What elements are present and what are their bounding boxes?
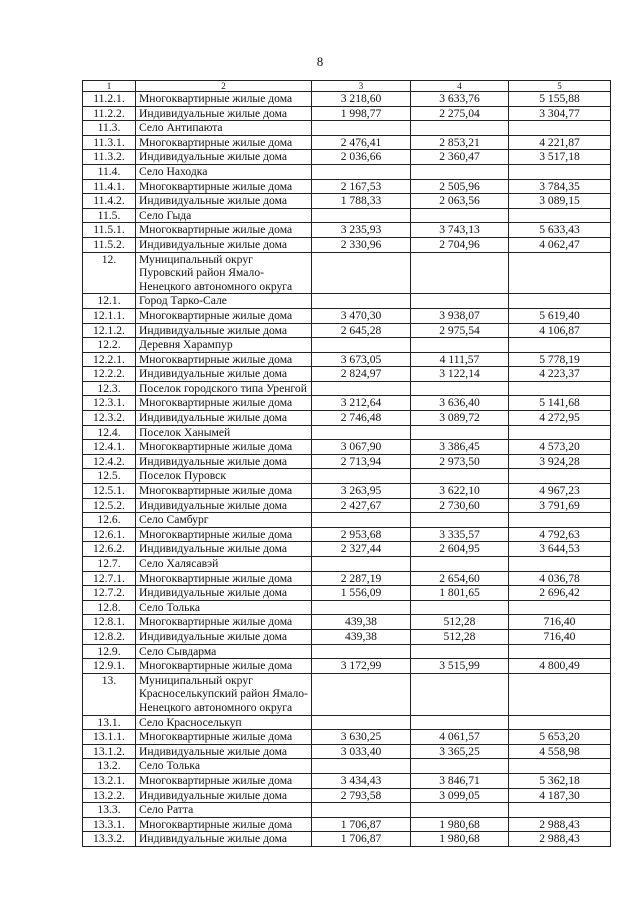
page-number: 8 bbox=[316, 54, 324, 69]
table-row bbox=[83, 600, 611, 615]
value-col-5: 4 221,87 bbox=[509, 135, 611, 150]
value-col-3: 1 706,87 bbox=[312, 832, 411, 847]
value-col-5: 4 036,78 bbox=[509, 571, 611, 586]
value-col-3: 2 287,19 bbox=[312, 571, 411, 586]
value-col-5: 4 106,87 bbox=[509, 323, 611, 338]
value-col-5: 3 784,35 bbox=[509, 179, 611, 194]
value-col-4 bbox=[411, 252, 509, 294]
value-col-5 bbox=[509, 381, 611, 396]
value-col-5: 3 791,69 bbox=[509, 498, 611, 513]
value-col-5: 3 924,28 bbox=[509, 454, 611, 469]
table-row bbox=[83, 367, 611, 382]
row-number: 11.3.2. bbox=[83, 150, 136, 165]
row-number: 12.4.1. bbox=[83, 440, 136, 455]
value-col-3 bbox=[312, 381, 411, 396]
value-col-3 bbox=[312, 469, 411, 484]
row-number: 11.5.1. bbox=[83, 223, 136, 238]
row-number: 13. bbox=[83, 673, 136, 715]
value-col-3: 3 218,60 bbox=[312, 92, 411, 107]
row-number: 12.6.2. bbox=[83, 542, 136, 557]
value-col-4: 3 633,76 bbox=[411, 92, 509, 107]
row-name: Многоквартирные жилые дома bbox=[136, 484, 312, 499]
value-col-4 bbox=[411, 759, 509, 774]
table-row bbox=[83, 179, 611, 194]
row-name: Поселок Пуровск bbox=[136, 469, 312, 484]
table-row bbox=[83, 542, 611, 557]
value-col-5: 2 988,43 bbox=[509, 817, 611, 832]
table-row bbox=[83, 294, 611, 309]
value-col-3 bbox=[312, 338, 411, 353]
row-name: Индивидуальные жилые дома bbox=[136, 194, 312, 209]
value-col-4: 2 704,96 bbox=[411, 237, 509, 252]
row-number: 12.9.1. bbox=[83, 659, 136, 674]
row-name: Индивидуальные жилые дома bbox=[136, 454, 312, 469]
row-number: 13.1.2. bbox=[83, 744, 136, 759]
row-name: Индивидуальные жилые дома bbox=[136, 586, 312, 601]
value-col-4: 4 111,57 bbox=[411, 352, 509, 367]
value-col-4 bbox=[411, 803, 509, 818]
row-number: 12.3.2. bbox=[83, 411, 136, 426]
header-cell-1: 1 bbox=[83, 81, 136, 92]
table-row bbox=[83, 252, 611, 294]
value-col-3: 2 746,48 bbox=[312, 411, 411, 426]
value-col-4: 2 505,96 bbox=[411, 179, 509, 194]
value-col-4: 3 622,10 bbox=[411, 484, 509, 499]
value-col-4 bbox=[411, 715, 509, 730]
row-name: Село Толька bbox=[136, 759, 312, 774]
table-row bbox=[83, 454, 611, 469]
row-name: Многоквартирные жилые дома bbox=[136, 440, 312, 455]
value-col-3 bbox=[312, 803, 411, 818]
table-row bbox=[83, 396, 611, 411]
row-name: Индивидуальные жилые дома bbox=[136, 237, 312, 252]
value-col-4 bbox=[411, 164, 509, 179]
value-col-3: 1 706,87 bbox=[312, 817, 411, 832]
value-col-3: 1 556,09 bbox=[312, 586, 411, 601]
value-col-4: 3 636,40 bbox=[411, 396, 509, 411]
value-col-5: 3 517,18 bbox=[509, 150, 611, 165]
value-col-3: 1 788,33 bbox=[312, 194, 411, 209]
row-name: Индивидуальные жилые дома bbox=[136, 367, 312, 382]
row-name: Индивидуальные жилые дома bbox=[136, 106, 312, 121]
value-col-3 bbox=[312, 600, 411, 615]
value-col-4 bbox=[411, 338, 509, 353]
row-name: Многоквартирные жилые дома bbox=[136, 571, 312, 586]
row-number: 13.3. bbox=[83, 803, 136, 818]
value-col-4: 3 743,13 bbox=[411, 223, 509, 238]
table-row bbox=[83, 586, 611, 601]
row-number: 12.4.2. bbox=[83, 454, 136, 469]
value-col-4 bbox=[411, 294, 509, 309]
value-col-3: 439,38 bbox=[312, 615, 411, 630]
table-row bbox=[83, 411, 611, 426]
value-col-4 bbox=[411, 673, 509, 715]
value-col-3: 2 824,97 bbox=[312, 367, 411, 382]
table-row bbox=[83, 498, 611, 513]
value-col-5: 5 141,68 bbox=[509, 396, 611, 411]
value-col-5: 4 967,23 bbox=[509, 484, 611, 499]
row-name: Многоквартирные жилые дома bbox=[136, 352, 312, 367]
value-col-4 bbox=[411, 513, 509, 528]
table-row bbox=[83, 744, 611, 759]
value-col-3: 2 330,96 bbox=[312, 237, 411, 252]
value-col-5 bbox=[509, 208, 611, 223]
value-col-3: 3 470,30 bbox=[312, 308, 411, 323]
row-name: Деревня Харампур bbox=[136, 338, 312, 353]
value-col-5: 2 696,42 bbox=[509, 586, 611, 601]
value-col-5 bbox=[509, 673, 611, 715]
value-col-5 bbox=[509, 252, 611, 294]
value-col-5: 2 988,43 bbox=[509, 832, 611, 847]
value-col-5: 3 304,77 bbox=[509, 106, 611, 121]
value-col-3: 3 033,40 bbox=[312, 744, 411, 759]
table-row bbox=[83, 194, 611, 209]
row-name: Многоквартирные жилые дома bbox=[136, 396, 312, 411]
value-col-4: 2 975,54 bbox=[411, 323, 509, 338]
table-row bbox=[83, 352, 611, 367]
row-name: Село Самбург bbox=[136, 513, 312, 528]
value-col-3: 2 645,28 bbox=[312, 323, 411, 338]
row-number: 12.1.1. bbox=[83, 308, 136, 323]
row-name: Индивидуальные жилые дома bbox=[136, 629, 312, 644]
table-row bbox=[83, 425, 611, 440]
value-col-5 bbox=[509, 469, 611, 484]
table-row bbox=[83, 527, 611, 542]
value-col-3: 3 212,64 bbox=[312, 396, 411, 411]
value-col-3 bbox=[312, 715, 411, 730]
row-name: Индивидуальные жилые дома bbox=[136, 323, 312, 338]
header-cell-4: 4 bbox=[411, 81, 509, 92]
value-col-4: 3 515,99 bbox=[411, 659, 509, 674]
value-col-4: 2 360,47 bbox=[411, 150, 509, 165]
row-number: 12.4. bbox=[83, 425, 136, 440]
value-col-4 bbox=[411, 469, 509, 484]
row-number: 12.9. bbox=[83, 644, 136, 659]
value-col-5 bbox=[509, 600, 611, 615]
row-name: Поселок городского типа Уренгой bbox=[136, 381, 312, 396]
row-name: Село Гыда bbox=[136, 208, 312, 223]
row-name: Многоквартирные жилые дома bbox=[136, 527, 312, 542]
value-col-3: 2 327,44 bbox=[312, 542, 411, 557]
value-col-4: 512,28 bbox=[411, 629, 509, 644]
row-number: 12.7.1. bbox=[83, 571, 136, 586]
row-name: Многоквартирные жилые дома bbox=[136, 223, 312, 238]
value-col-3 bbox=[312, 513, 411, 528]
table-row bbox=[83, 715, 611, 730]
row-name: Многоквартирные жилые дома bbox=[136, 308, 312, 323]
value-col-4: 3 365,25 bbox=[411, 744, 509, 759]
value-col-3 bbox=[312, 673, 411, 715]
row-number: 11.3.1. bbox=[83, 135, 136, 150]
row-name: Многоквартирные жилые дома bbox=[136, 659, 312, 674]
row-number: 13.2. bbox=[83, 759, 136, 774]
table-row bbox=[83, 615, 611, 630]
value-col-5 bbox=[509, 121, 611, 136]
table-row bbox=[83, 150, 611, 165]
table-row bbox=[83, 308, 611, 323]
value-col-4: 2 853,21 bbox=[411, 135, 509, 150]
table-row bbox=[83, 323, 611, 338]
value-col-4: 2 730,60 bbox=[411, 498, 509, 513]
row-name: Индивидуальные жилые дома bbox=[136, 411, 312, 426]
table-row bbox=[83, 659, 611, 674]
table-header-row bbox=[83, 81, 611, 92]
value-col-5: 4 792,63 bbox=[509, 527, 611, 542]
table-row bbox=[83, 338, 611, 353]
value-col-4: 3 386,45 bbox=[411, 440, 509, 455]
row-number: 12.7. bbox=[83, 557, 136, 572]
value-col-5 bbox=[509, 803, 611, 818]
row-number: 11.5.2. bbox=[83, 237, 136, 252]
value-col-4: 1 980,68 bbox=[411, 832, 509, 847]
row-name: Село Халясавэй bbox=[136, 557, 312, 572]
value-col-5 bbox=[509, 759, 611, 774]
value-col-3: 2 793,58 bbox=[312, 788, 411, 803]
value-col-5: 4 187,30 bbox=[509, 788, 611, 803]
value-col-3 bbox=[312, 252, 411, 294]
row-number: 13.1.1. bbox=[83, 730, 136, 745]
table-row bbox=[83, 469, 611, 484]
row-number: 12.5.1. bbox=[83, 484, 136, 499]
table-row bbox=[83, 788, 611, 803]
row-name: Многоквартирные жилые дома bbox=[136, 773, 312, 788]
value-col-4 bbox=[411, 121, 509, 136]
value-col-3: 2 167,53 bbox=[312, 179, 411, 194]
row-number: 11.2.2. bbox=[83, 106, 136, 121]
table-row bbox=[83, 803, 611, 818]
row-number: 13.2.2. bbox=[83, 788, 136, 803]
table-row bbox=[83, 557, 611, 572]
value-col-3: 2 713,94 bbox=[312, 454, 411, 469]
row-number: 11.2.1. bbox=[83, 92, 136, 107]
value-col-5: 716,40 bbox=[509, 615, 611, 630]
row-name: Индивидуальные жилые дома bbox=[136, 788, 312, 803]
tariff-table bbox=[82, 80, 611, 847]
value-col-3 bbox=[312, 121, 411, 136]
row-name: Муниципальный округ Пуровский район Ямало-Ненецкого автономного округа bbox=[136, 252, 312, 294]
table-row bbox=[83, 164, 611, 179]
value-col-3: 3 434,43 bbox=[312, 773, 411, 788]
row-name: Село Ратта bbox=[136, 803, 312, 818]
table-row bbox=[83, 121, 611, 136]
row-name: Многоквартирные жилые дома bbox=[136, 615, 312, 630]
row-name: Индивидуальные жилые дома bbox=[136, 542, 312, 557]
table-row bbox=[83, 644, 611, 659]
value-col-5: 4 223,37 bbox=[509, 367, 611, 382]
value-col-4 bbox=[411, 557, 509, 572]
table-row bbox=[83, 223, 611, 238]
value-col-3 bbox=[312, 644, 411, 659]
row-name: Многоквартирные жилые дома bbox=[136, 179, 312, 194]
value-col-5: 716,40 bbox=[509, 629, 611, 644]
row-number: 11.4. bbox=[83, 164, 136, 179]
row-number: 12.1.2. bbox=[83, 323, 136, 338]
row-name: Индивидуальные жилые дома bbox=[136, 744, 312, 759]
row-number: 12.1. bbox=[83, 294, 136, 309]
row-number: 12.6.1. bbox=[83, 527, 136, 542]
value-col-3 bbox=[312, 557, 411, 572]
value-col-3: 2 036,66 bbox=[312, 150, 411, 165]
row-number: 11.3. bbox=[83, 121, 136, 136]
header-cell-5: 5 bbox=[509, 81, 611, 92]
value-col-4 bbox=[411, 600, 509, 615]
value-col-5 bbox=[509, 425, 611, 440]
value-col-3: 2 953,68 bbox=[312, 527, 411, 542]
table-row bbox=[83, 730, 611, 745]
value-col-5: 5 155,88 bbox=[509, 92, 611, 107]
value-col-5 bbox=[509, 338, 611, 353]
value-col-3 bbox=[312, 294, 411, 309]
value-col-4: 2 973,50 bbox=[411, 454, 509, 469]
row-number: 12.2. bbox=[83, 338, 136, 353]
row-number: 12.2.2. bbox=[83, 367, 136, 382]
row-name: Многоквартирные жилые дома bbox=[136, 92, 312, 107]
header-cell-2: 2 bbox=[136, 81, 312, 92]
row-number: 11.4.2. bbox=[83, 194, 136, 209]
value-col-5 bbox=[509, 715, 611, 730]
row-number: 12.8.2. bbox=[83, 629, 136, 644]
value-col-5: 4 558,98 bbox=[509, 744, 611, 759]
table-row bbox=[83, 237, 611, 252]
table-row bbox=[83, 106, 611, 121]
row-name: Индивидуальные жилые дома bbox=[136, 832, 312, 847]
row-number: 11.5. bbox=[83, 208, 136, 223]
value-col-4: 3 335,57 bbox=[411, 527, 509, 542]
value-col-3: 3 630,25 bbox=[312, 730, 411, 745]
value-col-3 bbox=[312, 759, 411, 774]
table-row bbox=[83, 484, 611, 499]
row-number: 12.3. bbox=[83, 381, 136, 396]
value-col-4 bbox=[411, 381, 509, 396]
value-col-3: 3 235,93 bbox=[312, 223, 411, 238]
value-col-5 bbox=[509, 164, 611, 179]
value-col-5 bbox=[509, 557, 611, 572]
value-col-4: 1 801,65 bbox=[411, 586, 509, 601]
value-col-3: 3 172,99 bbox=[312, 659, 411, 674]
table-row bbox=[83, 817, 611, 832]
row-number: 12.5.2. bbox=[83, 498, 136, 513]
value-col-5 bbox=[509, 294, 611, 309]
value-col-4: 512,28 bbox=[411, 615, 509, 630]
table-row bbox=[83, 135, 611, 150]
row-number: 11.4.1. bbox=[83, 179, 136, 194]
value-col-5 bbox=[509, 644, 611, 659]
row-name: Многоквартирные жилые дома bbox=[136, 817, 312, 832]
value-col-5: 4 573,20 bbox=[509, 440, 611, 455]
value-col-5: 5 778,19 bbox=[509, 352, 611, 367]
row-name: Индивидуальные жилые дома bbox=[136, 498, 312, 513]
value-col-4: 3 122,14 bbox=[411, 367, 509, 382]
value-col-5: 5 619,40 bbox=[509, 308, 611, 323]
value-col-5: 4 062,47 bbox=[509, 237, 611, 252]
value-col-4: 2 654,60 bbox=[411, 571, 509, 586]
value-col-3: 3 263,95 bbox=[312, 484, 411, 499]
value-col-3: 3 673,05 bbox=[312, 352, 411, 367]
table-row bbox=[83, 208, 611, 223]
value-col-4: 3 099,05 bbox=[411, 788, 509, 803]
value-col-4 bbox=[411, 425, 509, 440]
table-row bbox=[83, 773, 611, 788]
row-number: 12.3.1. bbox=[83, 396, 136, 411]
value-col-4 bbox=[411, 644, 509, 659]
table-row bbox=[83, 381, 611, 396]
row-number: 12.2.1. bbox=[83, 352, 136, 367]
row-name: Многоквартирные жилые дома bbox=[136, 135, 312, 150]
value-col-5: 4 800,49 bbox=[509, 659, 611, 674]
row-number: 13.3.1. bbox=[83, 817, 136, 832]
value-col-3 bbox=[312, 425, 411, 440]
value-col-4: 2 275,04 bbox=[411, 106, 509, 121]
row-number: 12.8. bbox=[83, 600, 136, 615]
value-col-4: 3 938,07 bbox=[411, 308, 509, 323]
value-col-4: 3 846,71 bbox=[411, 773, 509, 788]
table-row bbox=[83, 571, 611, 586]
value-col-4: 1 980,68 bbox=[411, 817, 509, 832]
table-row bbox=[83, 440, 611, 455]
value-col-4: 2 063,56 bbox=[411, 194, 509, 209]
row-name: Село Антипаюта bbox=[136, 121, 312, 136]
row-number: 12.7.2. bbox=[83, 586, 136, 601]
row-number: 13.1. bbox=[83, 715, 136, 730]
row-number: 13.2.1. bbox=[83, 773, 136, 788]
row-name: Муниципальный округ Красноселькупский район Ямало-Ненецкого автономного округа bbox=[136, 673, 312, 715]
value-col-5: 5 653,20 bbox=[509, 730, 611, 745]
row-number: 12.8.1. bbox=[83, 615, 136, 630]
value-col-5: 5 633,43 bbox=[509, 223, 611, 238]
row-name: Город Тарко-Сале bbox=[136, 294, 312, 309]
value-col-4: 2 604,95 bbox=[411, 542, 509, 557]
value-col-5: 5 362,18 bbox=[509, 773, 611, 788]
value-col-3: 1 998,77 bbox=[312, 106, 411, 121]
table-row bbox=[83, 759, 611, 774]
value-col-5: 4 272,95 bbox=[509, 411, 611, 426]
value-col-5: 3 089,15 bbox=[509, 194, 611, 209]
row-name: Село Толька bbox=[136, 600, 312, 615]
row-name: Поселок Ханымей bbox=[136, 425, 312, 440]
value-col-5 bbox=[509, 513, 611, 528]
row-name: Многоквартирные жилые дома bbox=[136, 730, 312, 745]
value-col-3: 2 427,67 bbox=[312, 498, 411, 513]
value-col-4: 3 089,72 bbox=[411, 411, 509, 426]
row-name: Село Красноселькуп bbox=[136, 715, 312, 730]
row-name: Индивидуальные жилые дома bbox=[136, 150, 312, 165]
row-name: Село Находка bbox=[136, 164, 312, 179]
value-col-3 bbox=[312, 208, 411, 223]
row-name: Село Сывдарма bbox=[136, 644, 312, 659]
table-row bbox=[83, 92, 611, 107]
table-row bbox=[83, 673, 611, 715]
value-col-3: 3 067,90 bbox=[312, 440, 411, 455]
row-number: 13.3.2. bbox=[83, 832, 136, 847]
row-number: 12. bbox=[83, 252, 136, 294]
header-cell-3: 3 bbox=[312, 81, 411, 92]
value-col-3 bbox=[312, 164, 411, 179]
value-col-4 bbox=[411, 208, 509, 223]
row-number: 12.5. bbox=[83, 469, 136, 484]
value-col-5: 3 644,53 bbox=[509, 542, 611, 557]
value-col-3: 439,38 bbox=[312, 629, 411, 644]
table-row bbox=[83, 629, 611, 644]
row-number: 12.6. bbox=[83, 513, 136, 528]
value-col-4: 4 061,57 bbox=[411, 730, 509, 745]
table-row bbox=[83, 513, 611, 528]
value-col-3: 2 476,41 bbox=[312, 135, 411, 150]
table-row bbox=[83, 832, 611, 847]
